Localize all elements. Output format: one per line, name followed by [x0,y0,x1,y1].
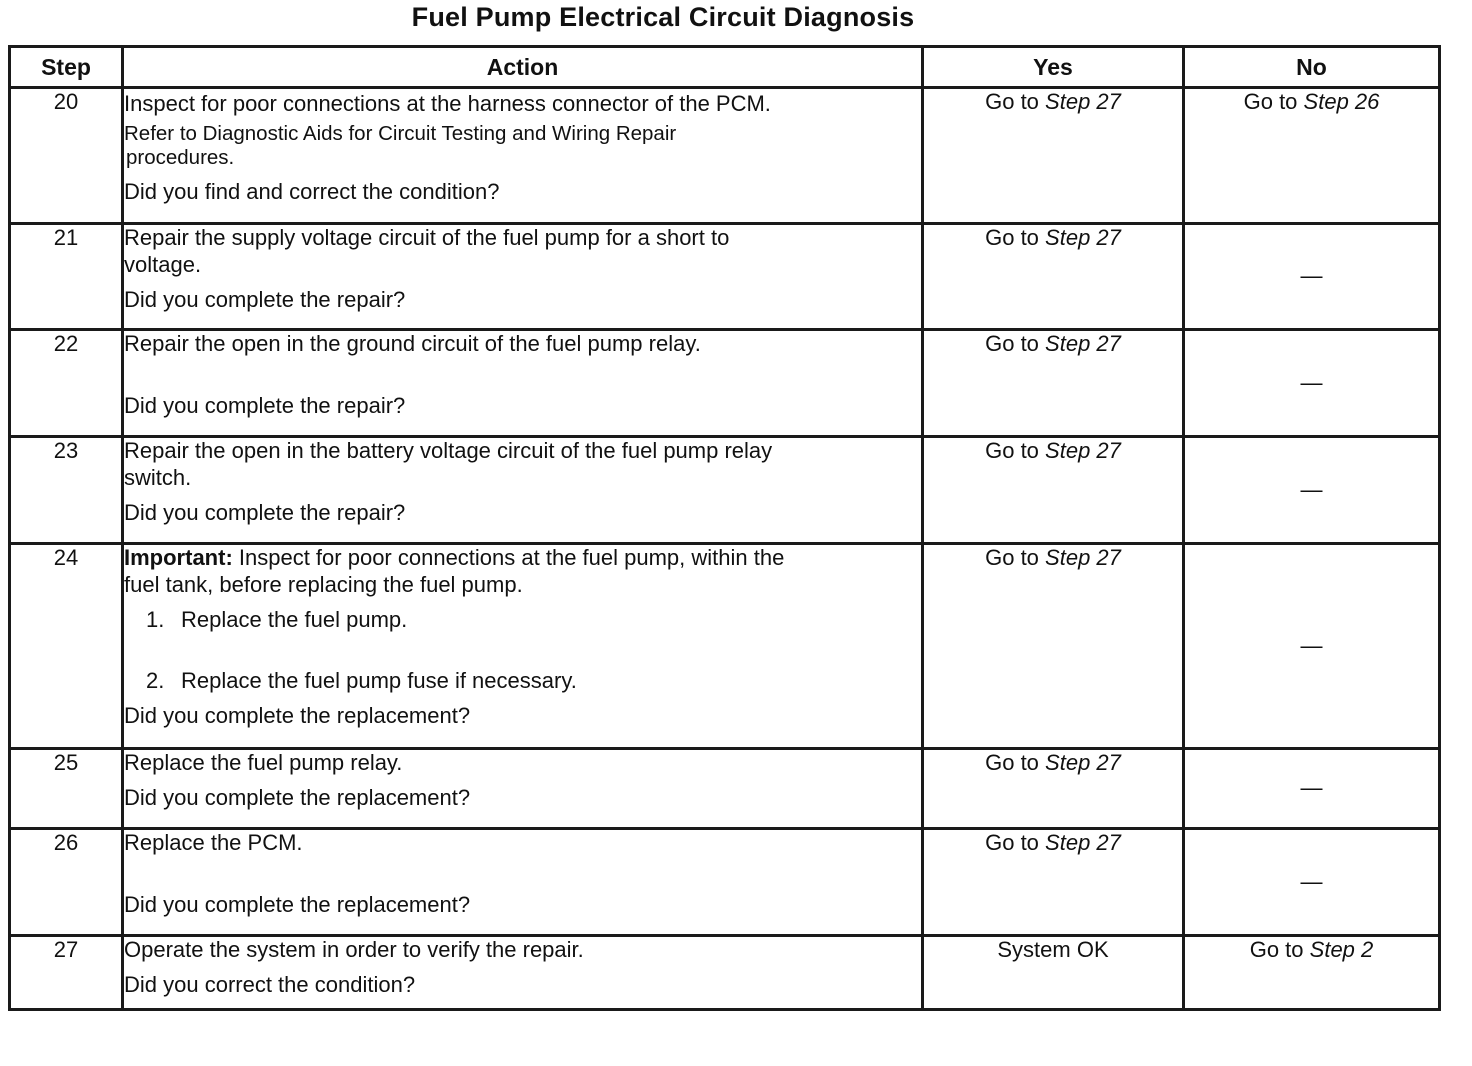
go-to-text: Go to [985,438,1039,463]
action-text: Inspect for poor connections at the harness connector of the PCM. [124,91,771,116]
go-to-text: Go to [1243,89,1298,114]
yes-cell [923,224,1184,330]
action-text: switch. [124,464,192,490]
step-reference: Step 27 [1045,750,1121,775]
step-number: 23 [10,437,123,544]
action-cell [123,749,923,829]
header-step: Step [10,47,123,88]
diagnosis-table [8,45,1441,1011]
action-question: Did you complete the repair? [124,499,406,525]
list-text: Replace the fuel pump. [181,606,408,632]
action-cell [123,88,923,224]
step-reference: Step 27 [1045,225,1121,250]
table-row [10,936,1440,1010]
action-question: Did you complete the replacement? [124,703,471,729]
no-cell: — [1184,544,1440,749]
important-label: Important: [124,545,233,570]
table-row [10,749,1440,829]
no-cell: — [1184,829,1440,936]
table-row [10,829,1440,936]
step-reference: Step 27 [1045,830,1121,855]
action-text: Replace the PCM. [124,830,303,855]
action-text: Refer to Diagnostic Aids for Circuit Testing and Wiring Repair [124,121,677,145]
go-to-text: Go to [985,830,1039,855]
action-text: Inspect for poor connections at the fuel pump, within the [238,545,785,570]
action-text: Repair the supply voltage circuit of the fuel pump for a short to [124,225,730,250]
step-reference: Step 26 [1303,89,1380,114]
action-cell [123,829,923,936]
step-reference: Step 27 [1045,438,1121,463]
action-cell [123,330,923,437]
yes-cell [923,330,1184,437]
action-text: fuel tank, before replacing the fuel pump. [124,571,523,597]
go-to-text: Go to [985,545,1039,570]
action-text: Repair the open in the battery voltage circuit of the fuel pump relay [124,438,773,463]
action-text: voltage. [124,251,202,277]
action-cell [123,437,923,544]
step-number: 26 [10,829,123,936]
table-row [10,330,1440,437]
action-text [124,545,921,572]
step-number: 25 [10,749,123,829]
no-cell [1184,936,1440,1010]
yes-cell [923,829,1184,936]
step-number: 24 [10,544,123,749]
list-number: 1. [146,606,165,632]
yes-cell [923,544,1184,749]
list-number: 2. [146,668,165,694]
list-text: Replace the fuel pump fuse if necessary. [181,668,577,694]
action-question: Did you complete the repair? [124,392,406,418]
action-cell [123,936,923,1010]
page-title: Fuel Pump Electrical Circuit Diagnosis [411,2,915,32]
go-to-text: Go to [985,89,1039,114]
header-no: No [1184,47,1440,88]
step-reference: Step 27 [1045,89,1121,114]
go-to-text: Go to [1249,937,1304,962]
no-cell [1184,88,1440,224]
header-action: Action [123,47,923,88]
yes-cell: System OK [923,936,1184,1010]
go-to-text: Go to [985,331,1039,356]
step-number: 27 [10,936,123,1010]
action-question: Did you complete the replacement? [124,891,471,917]
header-row [10,47,1440,88]
no-cell: — [1184,224,1440,330]
yes-cell [923,437,1184,544]
list-item [124,668,921,695]
no-cell: — [1184,330,1440,437]
yes-cell [923,88,1184,224]
action-question: Did you correct the condition? [124,971,416,997]
step-number: 22 [10,330,123,437]
action-text: Replace the fuel pump relay. [124,750,403,775]
table-row [10,88,1440,224]
step-reference: Step 27 [1045,545,1121,570]
go-to-text: Go to [985,750,1039,775]
action-cell [123,224,923,330]
table-row [10,224,1440,330]
step-reference: Step 2 [1309,937,1374,962]
action-cell [123,544,923,749]
table-row [10,437,1440,544]
action-question: Did you find and correct the condition? [124,179,500,205]
header-yes: Yes [923,47,1184,88]
action-question: Did you complete the repair? [124,286,406,312]
step-number: 21 [10,224,123,330]
no-cell: — [1184,749,1440,829]
step-number: 20 [10,88,123,224]
no-cell: — [1184,437,1440,544]
action-text: procedures. [126,146,235,170]
action-text: Repair the open in the ground circuit of the fuel pump relay. [124,331,701,356]
list-item [124,607,921,634]
action-question: Did you complete the replacement? [124,784,471,810]
go-to-text: Go to [985,225,1039,250]
table-row [10,544,1440,749]
step-reference: Step 27 [1045,331,1121,356]
yes-cell [923,749,1184,829]
action-text: Operate the system in order to verify the repair. [124,937,584,962]
